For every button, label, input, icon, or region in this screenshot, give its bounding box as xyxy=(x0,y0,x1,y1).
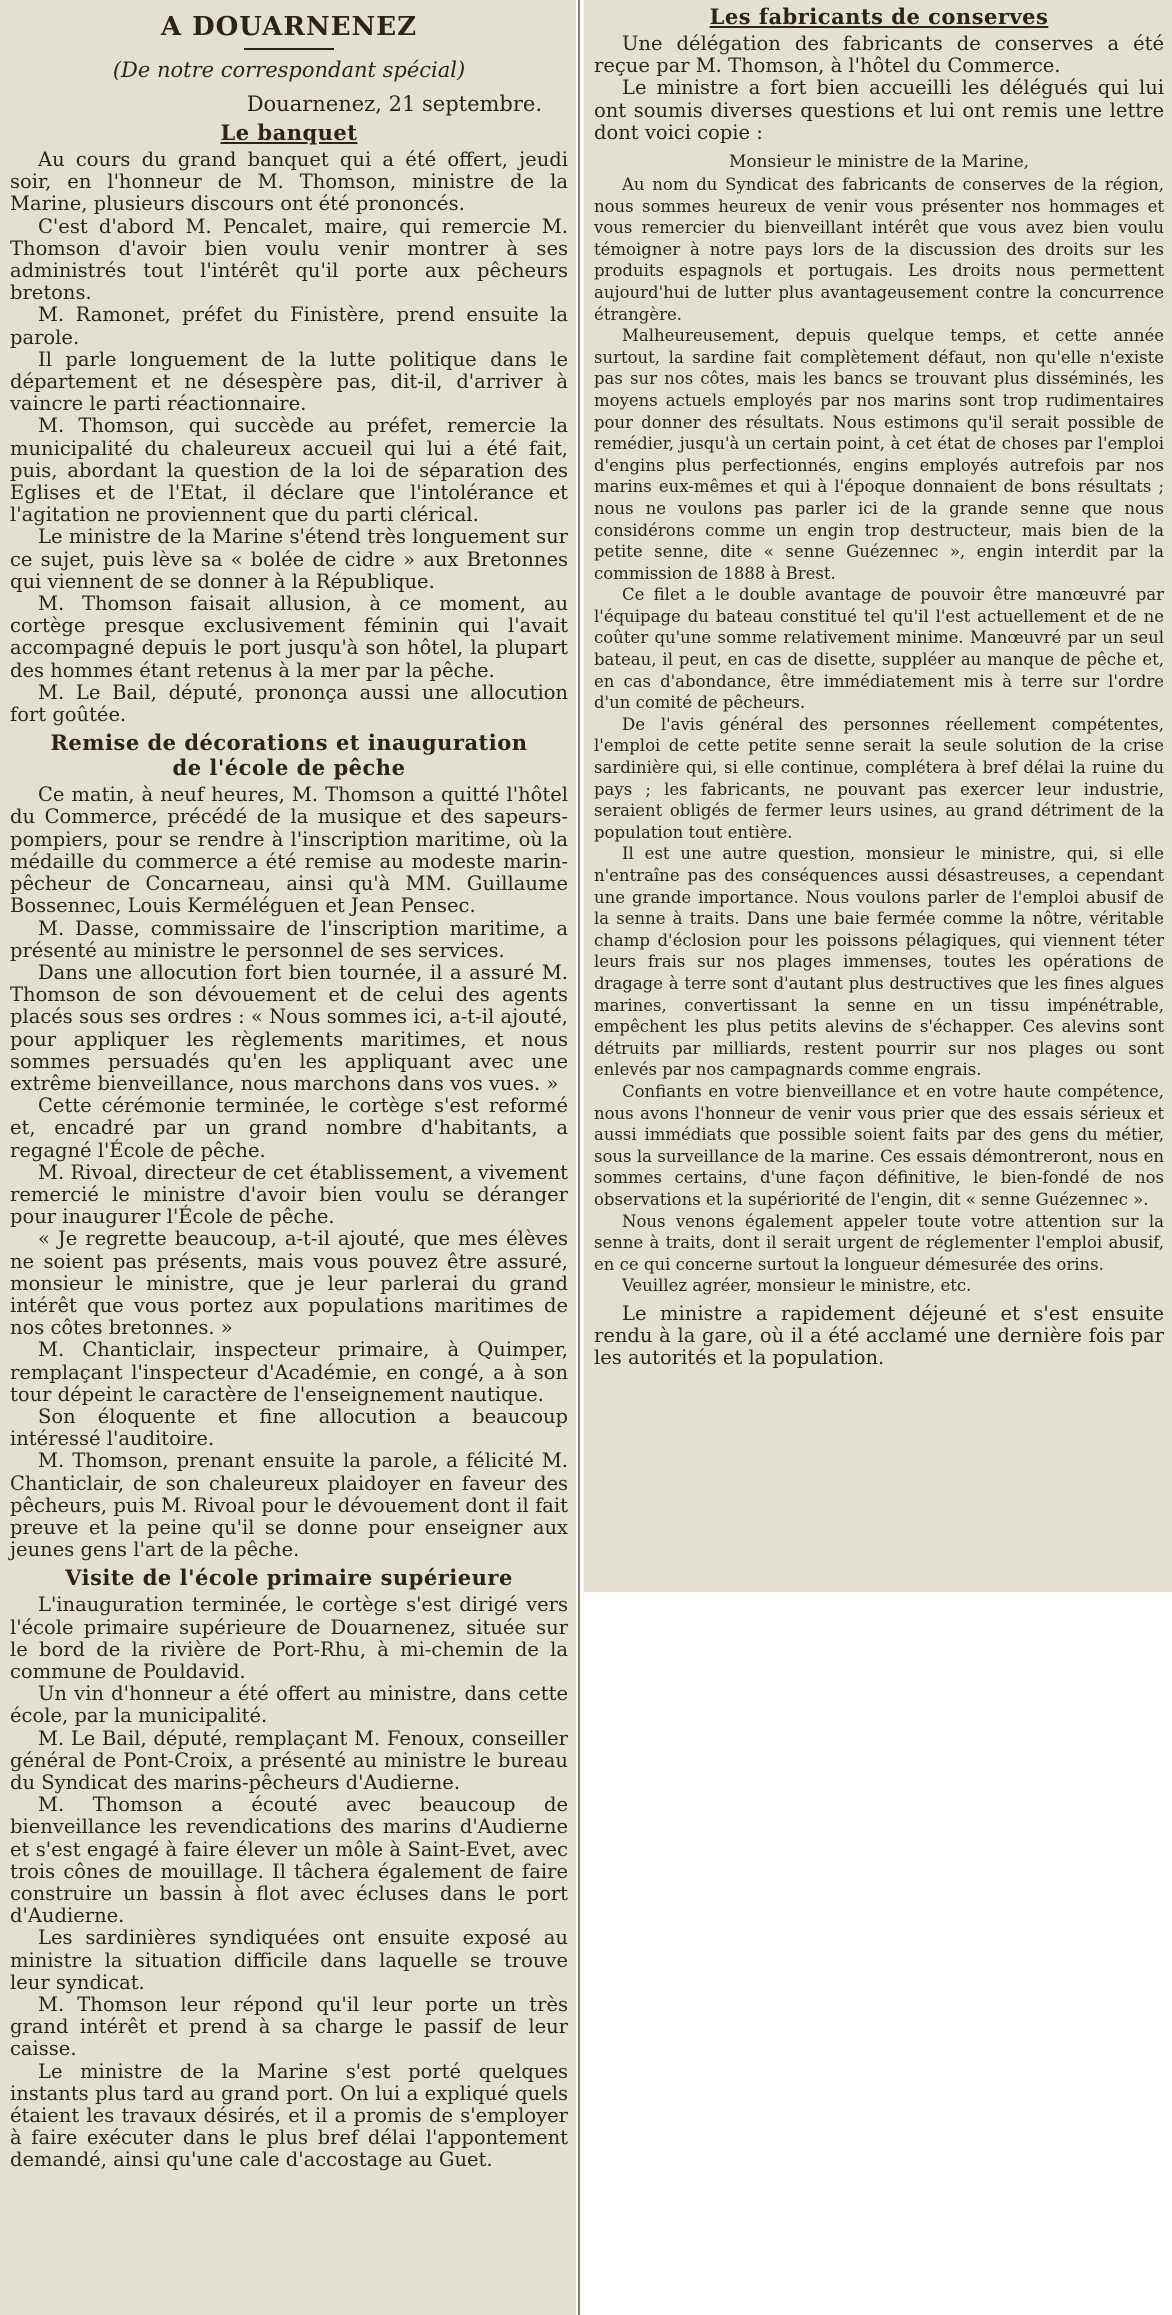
section-heading-fabricants: Les fabricants de conserves xyxy=(709,4,1049,29)
dateline: Douarnenez, 21 septembre. xyxy=(246,92,542,116)
paragraph: Cette cérémonie terminée, le cortège s'est reformé et, encadré par un grand nombre d'habitants, a regagné l'École de pêche. xyxy=(10,1094,568,1162)
paragraph: Il est une autre question, monsieur le ministre, qui, si elle n'entraîne pas des conséquences aussi désastreuses, a cependant une grande importance. Nous voulons parler de l'emploi abusif de la senne à traits. Dans une baie fermée comme la nôtre, véritable champ d'éclosion pour les poissons pélagiques, qui viennent téter leurs frais sur nos plages immenses, toutes les opérations de dragage à terre sont d'autant plus destructives que les fines algues marines, convertissant la senne en un tissu impénétrable, empêchent les plus petits alevins de s'échapper. Ces alevins sont détruits par milliards, restent pourrir sur nos plages ou sont enlevés par nos campagnards comme engrais. xyxy=(594,844,1164,1080)
section-ecole-peche xyxy=(10,784,568,1561)
paragraph: Le ministre de la Marine s'est porté quelques instants plus tard au grand port. On lui a expliqué quels étaient les travaux désirés, et il a promis de s'employer à faire exécuter dans le plus bref délai l'appontement demandé, ainsi qu'une cale d'accostage au Guet. xyxy=(10,2059,568,2172)
fabricants-intro xyxy=(594,33,1164,144)
paragraph: Malheureusement, depuis quelque temps, et cette année surtout, la sardine fait complètement défaut, non qu'elle n'existe pas sur nos côtes, mais les bancs se trouvant plus disséminés, les moyens actuels employés par nos marins sont trop rudimentaires pour donner des résultats. Nous estimons qu'il serait possible de remédier, jusqu'à un certain point, à cet état de choses par l'emploi d'engins plus perfectionnés, engins employés autrefois par nos marins eux-mêmes et qui à l'époque donnaient de bons résultats ; nous ne voulons pas parler ici de la grande senne que nous considérons comme un engin trop destructeur, mais bien de la petite senne, dite « senne Guézennec », engin interdit par la commission de 1888 à Brest. xyxy=(594,326,1164,583)
paragraph: M. Thomson, prenant ensuite la parole, a félicité M. Chanticlair, de son chaleureux plaidoyer en faveur des pêcheurs, puis M. Rivoal pour le dévouement dont il fait preuve et la peine qu'il se donne pour enseigner aux jeunes gens l'art de la pêche. xyxy=(10,1449,568,1562)
paragraph: Le ministre de la Marine s'étend très longuement sur ce sujet, puis lève sa « bolée de cidre » aux Bretonnes qui viennent de se donner à la République. xyxy=(10,525,568,593)
paragraph: C'est d'abord M. Pencalet, maire, qui remercie M. Thomson d'avoir bien voulu venir montrer à ses administrés tout l'intérêt qu'il porte aux pêcheurs bretons. xyxy=(10,214,568,305)
section-heading-banquet: Le banquet xyxy=(220,120,358,145)
paragraph: M. Thomson, qui succède au préfet, remercie la municipalité du chaleureux accueil qui lui a été fait, puis, abordant la question de la loi de séparation des Eglises et de l'Etat, il déclare que l'intolérance et l'agitation ne proviennent que du parti clérical. xyxy=(10,414,568,527)
closing-paragraph: Le ministre a rapidement déjeuné et s'est ensuite rendu à la gare, où il a été acclamé une dernière fois par les autorités et la population. xyxy=(594,1301,1164,1370)
paragraph: M. Ramonet, préfet du Finistère, prend ensuite la parole. xyxy=(10,303,568,349)
paragraph: De l'avis général des personnes réellement compétentes, l'emploi de cette petite senne serait la seule solution de la crise sardinière qui, si elle continue, complétera à bref délai la ruine du pays ; les fabricants, ne pouvant pas exercer leur industrie, seraient obligés de fermer leurs usines, au grand détriment de la population tout entière. xyxy=(594,714,1164,842)
paragraph: Dans une allocution fort bien tournée, il a assuré M. Thomson de son dévouement et de celui des agents placés sous ses ordres : « Nous sommes ici, a-t-il ajouté, pour appliquer les règlements maritimes, et nous sommes persuadés qu'en les appliquant avec une extrême bienveillance, nous marchons dans vos vues. » xyxy=(10,960,568,1095)
paragraph: Son éloquente et fine allocution a beaucoup intéressé l'auditoire. xyxy=(10,1404,568,1451)
paragraph: Nous venons également appeler toute votre attention sur la senne à traits, dont il serait urgent de réglementer l'emploi abusif, en ce qui concerne surtout la longueur démesurée des orins. xyxy=(594,1211,1164,1274)
paragraph: M. Chanticlair, inspecteur primaire, à Quimper, remplaçant l'inspecteur d'Académie, en congé, a à son tour dépeint le caractère de l'enseignement nautique. xyxy=(10,1338,568,1406)
section-heading-visite: Visite de l'école primaire supérieure xyxy=(65,1565,513,1591)
paragraph: M. Le Bail, député, prononça aussi une allocution fort goûtée. xyxy=(10,680,568,727)
closing xyxy=(594,1303,1164,1370)
paragraph: L'inauguration terminée, le cortège s'est dirigé vers l'école primaire supérieure de Douarnenez, située sur le bord de la rivière de Port-Rhu, à mi-chemin de la commune de Pouldavid. xyxy=(10,1593,568,1683)
section-heading-decorations xyxy=(10,730,568,780)
paragraph: M. Le Bail, député, remplaçant M. Fenoux, conseiller général de Pont-Croix, a présenté au ministre le bureau du Syndicat des marins-pêcheurs d'Audierne. xyxy=(10,1726,568,1795)
paragraph: M. Rivoal, directeur de cet établissement, a vivement remercié le ministre d'avoir bien voulu se déranger pour inaugurer l'École de pêche. xyxy=(10,1160,568,1229)
paragraph: Confiants en votre bienveillance et en votre haute compétence, nous avons l'honneur de venir vous prier que des essais sérieux et aussi immédiats que possible soient faits par des gens du métier, sous la surveillance de la marine. Ces essais démontreront, nous en sommes certains, d'une façon définitive, le bien-fondé de nos observations et la supériorité de l'engin, dit « senne Guézennec ». xyxy=(594,1081,1164,1209)
section-banquet xyxy=(10,149,568,726)
letter-salutation: Monsieur le ministre de la Marine, xyxy=(728,152,1030,173)
section-visite xyxy=(10,1594,568,2171)
paragraph: M. Dasse, commissaire de l'inscription maritime, a présenté au ministre le personnel de ses services. xyxy=(10,916,568,962)
paragraph: Veuillez agréer, monsieur le ministre, etc. xyxy=(622,1276,972,1296)
paragraph: Ce matin, à neuf heures, M. Thomson a quitté l'hôtel du Commerce, précédé de la musique et des sapeurs-pompiers, pour se rendre à l'inscription maritime, où la médaille du commerce a été remise au modeste marin-pêcheur de Concarneau, ainsi qu'à MM. Guillaume Bossennec, Louis Kerméléguen et Jean Pensec. xyxy=(10,783,568,918)
paragraph: Un vin d'honneur a été offert au ministre, dans cette école, par la municipalité. xyxy=(10,1682,568,1728)
article-title: A DOUARNENEZ xyxy=(160,12,418,42)
paragraph: Ce filet a le double avantage de pouvoir être manœuvré par l'équipage du bateau constitué tel qu'il l'est actuellement et de ne coûter qu'une somme relativement minime. Manœuvré par un seul bateau, il peut, en cas de disette, suppléer au manque de pêche et, en cas d'abondance, être immédiatement mis à terre sur l'ordre d'un comité de pêcheurs. xyxy=(594,585,1164,713)
letter-body xyxy=(594,174,1164,1297)
heading-line: Remise de décorations et inauguration xyxy=(50,730,528,756)
right-column xyxy=(584,0,1172,1592)
article-subtitle: (De notre correspondant spécial) xyxy=(112,58,466,82)
paragraph: Au nom du Syndicat des fabricants de conserves de la région, nous sommes heureux de venir vous présenter nos hommages et vous remercier du bienveillant intérêt que vous avez bien voulu témoigner à notre pays lors de la discussion des droits sur les produits espagnols et portugais. Les droits nous permettent aujourd'hui de lutter plus avantageusement contre la concurrence étrangère. xyxy=(594,175,1164,324)
paragraph: M. Thomson leur répond qu'il leur porte un très grand intérêt et prend à sa charge le passif de leur caisse. xyxy=(10,1993,568,2061)
paragraph: M. Thomson a écouté avec beaucoup de bienveillance les revendications des marins d'Audierne et s'est engagé à faire élever un môle à Saint-Evet, avec trois cônes de mouillage. Il tâchera également de faire construire un bassin à flot avec écluses dans le port d'Audierne. xyxy=(10,1793,568,1928)
paragraph: Au cours du grand banquet qui a été offert, jeudi soir, en l'honneur de M. Thomson, ministre de la Marine, plusieurs discours ont été prononcés. xyxy=(10,148,568,216)
paragraph: Une délégation des fabricants de conserves a été reçue par M. Thomson, à l'hôtel du Commerce. xyxy=(594,32,1164,78)
title-rule xyxy=(244,48,334,50)
paragraph: Le ministre a fort bien accueilli les délégués qui lui ont soumis diverses questions et lui ont remis une lettre dont voici copie : xyxy=(594,76,1164,144)
column-divider xyxy=(578,0,580,2315)
left-column xyxy=(0,0,576,2315)
paragraph: Il parle longuement de la lutte politique dans le département et ne désespère pas, dit-il, d'arriver à vaincre le parti réactionnaire. xyxy=(10,347,568,416)
paragraph: « Je regrette beaucoup, a-t-il ajouté, que mes élèves ne soient pas présents, mais vous pouvez être assuré, monsieur le ministre, que je leur parlerai du grand intérêt que vous portez aux populations maritimes de nos côtes bretonnes. » xyxy=(10,1227,568,1340)
paragraph: Les sardinières syndiquées ont ensuite exposé au ministre la situation difficile dans laquelle se trouve leur syndicat. xyxy=(10,1926,568,1994)
paragraph: M. Thomson faisait allusion, à ce moment, au cortège presque exclusivement féminin qui l'avait accompagné depuis le port jusqu'à son hôtel, la plupart des hommes étant retenus à la mer par la pêche. xyxy=(10,592,568,682)
heading-line: de l'école de pêche xyxy=(172,755,406,781)
